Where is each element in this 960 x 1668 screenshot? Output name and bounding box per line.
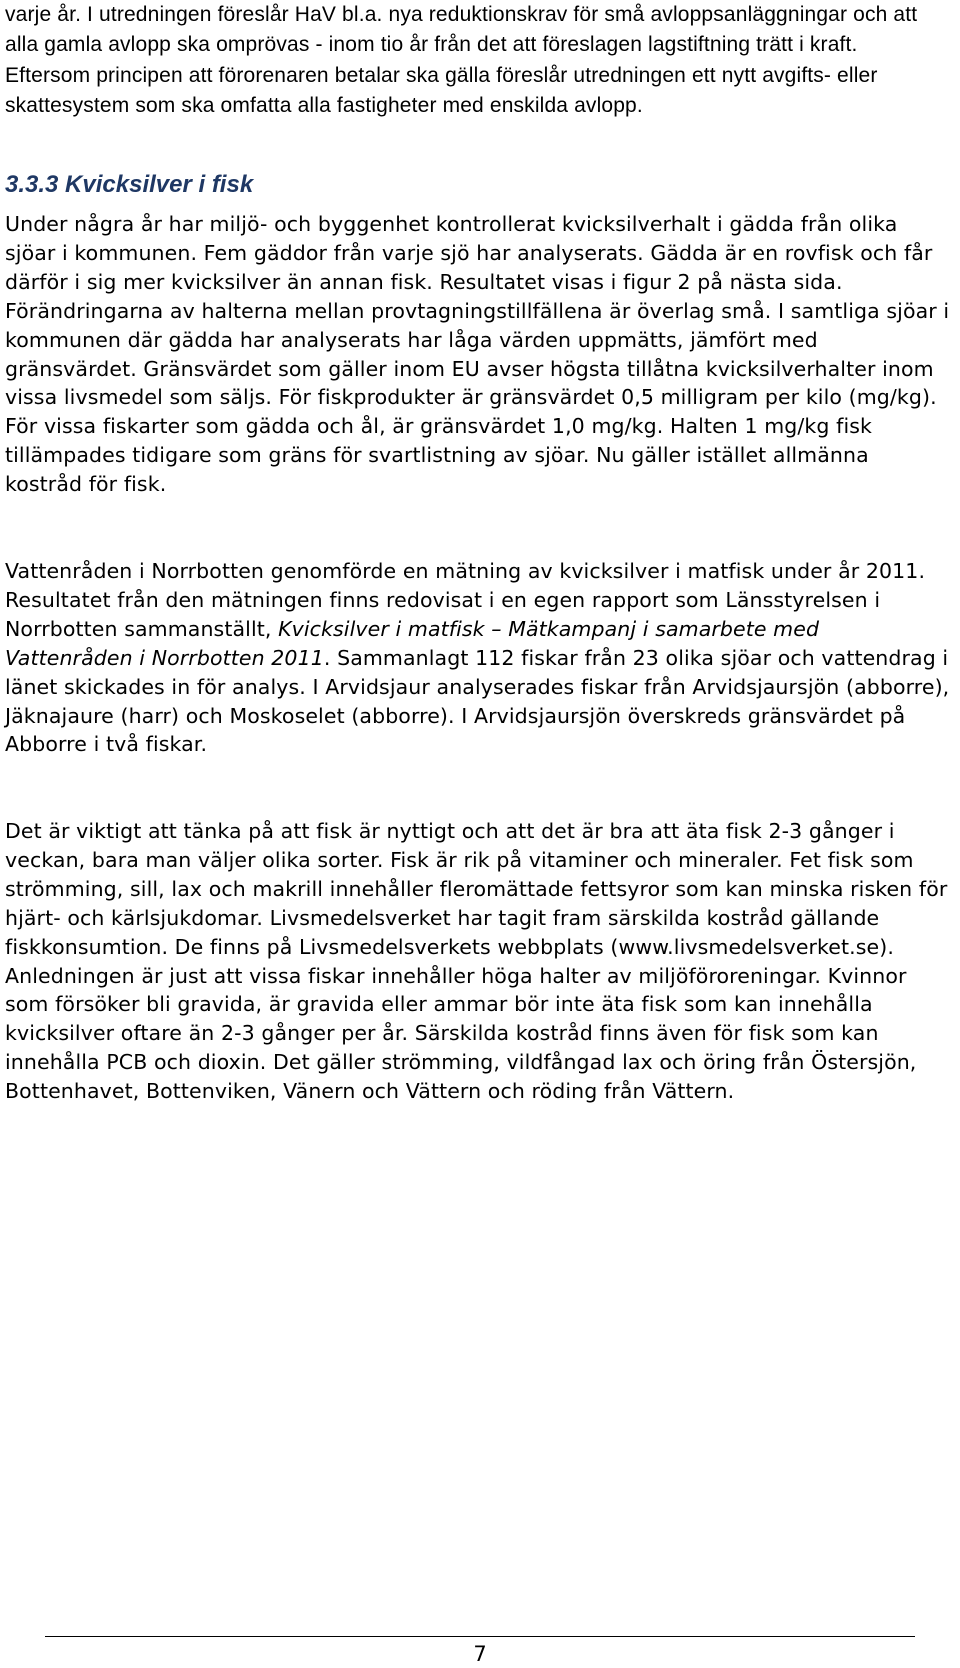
body-paragraph-mercury-pike: Under några år har miljö- och byggenhet kontrollerat kvicksilverhalt i gädda från olika sjöar i kommunen. Fem gäddor från varje sjö har analyserats. Gädda är en rovfisk och får därför i sig mer kvicksilver än annan fisk. Resultatet visas i figur 2 på nästa sida. Förändringarna av halterna mellan provtagningstillfällena är överlag små. I samtliga sjöar i kommunen där gädda har analyserats har låga värden uppmätts, jämfört med gränsvärdet. Gränsvärdet som gäller inom EU avser högsta tillåtna kvicksilverhalter inom vissa livsmedel som säljs. För fiskprodukter är gränsvärdet 0,5 milligram per kilo (mg/kg). För vissa fiskarter som gädda och ål, är gränsvärdet 1,0 mg/kg. Halten 1 mg/kg fisk tillämpades tidigare som gräns för svartlistning av sjöar. Nu gäller istället allmänna kostråd för fisk.: [5, 212, 950, 497]
body-paragraph-water-councils: [5, 557, 950, 759]
footer-divider: [45, 1636, 915, 1637]
report-citation: Kvicksilver i matfisk – Mätkampanj i samarbete med Vattenråden i Norrbotten 2011: [5, 616, 820, 670]
body-paragraph-diet-advice: Det är viktigt att tänka på att fisk är nyttigt och att det är bra att äta fisk 2-3 gånger i veckan, bara man väljer olika sorter. Fisk är rik på vitaminer och mineraler. Fet fisk som strömming, sill, lax och makrill innehåller fleromättade fettsyror som kan minska risken för hjärt- och kärlsjukdomar. Livsmedelsverket har tagit fram särskilda kostråd gällande fiskkonsumtion. De finns på Livsmedelsverkets webbplats (www.livsmedelsverket.se). Anledningen är just att vissa fiskar innehåller höga halter av miljöföroreningar. Kvinnor som försöker bli gravida, är gravida eller ammar bör inte äta fisk som kan innehålla kvicksilver oftare än 2-3 gånger per år. Särskilda kostråd finns även för fisk som kan innehålla PCB och dioxin. Det gäller strömming, vildfångad lax och öring från Östersjön, Bottenhavet, Bottenviken, Vänern och Vättern och röding från Vättern.: [5, 819, 948, 1104]
page-number: 7: [473, 1642, 487, 1666]
paragraph-text: . Sammanlagt 112 fiskar från 23 olika sjöar och vattendrag i länet skickades in för analys. I Arvidsjaur analyserades fiskar från Arvidsjaursjön (abborre), Jäknajaure (harr) och Moskoselet (abborre). I Arvidsjaursjön överskreds gränsvärdet på Abborre i två fiskar.: [5, 645, 950, 757]
paragraph-text: Vattenråden i Norrbotten genomförde en mätning av kvicksilver i matfisk under år 2011. Resultatet från den mätningen finns redovisat i en egen rapport som Länsstyrelsen i Norrbotten sammanställt,: [5, 559, 926, 641]
intro-paragraph: varje år. I utredningen föreslår HaV bl.a. nya reduktionskrav för små avloppsanläggningar och att alla gamla avlopp ska omprövas - inom tio år från det att föreslagen lagstiftning trätt i kraft. Eftersom principen att förorenaren betalar ska gälla föreslår utredningen ett nytt avgifts- eller skattesystem som ska omfatta alla fastigheter med enskilda avlopp.: [5, 3, 918, 118]
section-heading: 3.3.3 Kvicksilver i fisk: [5, 171, 254, 198]
